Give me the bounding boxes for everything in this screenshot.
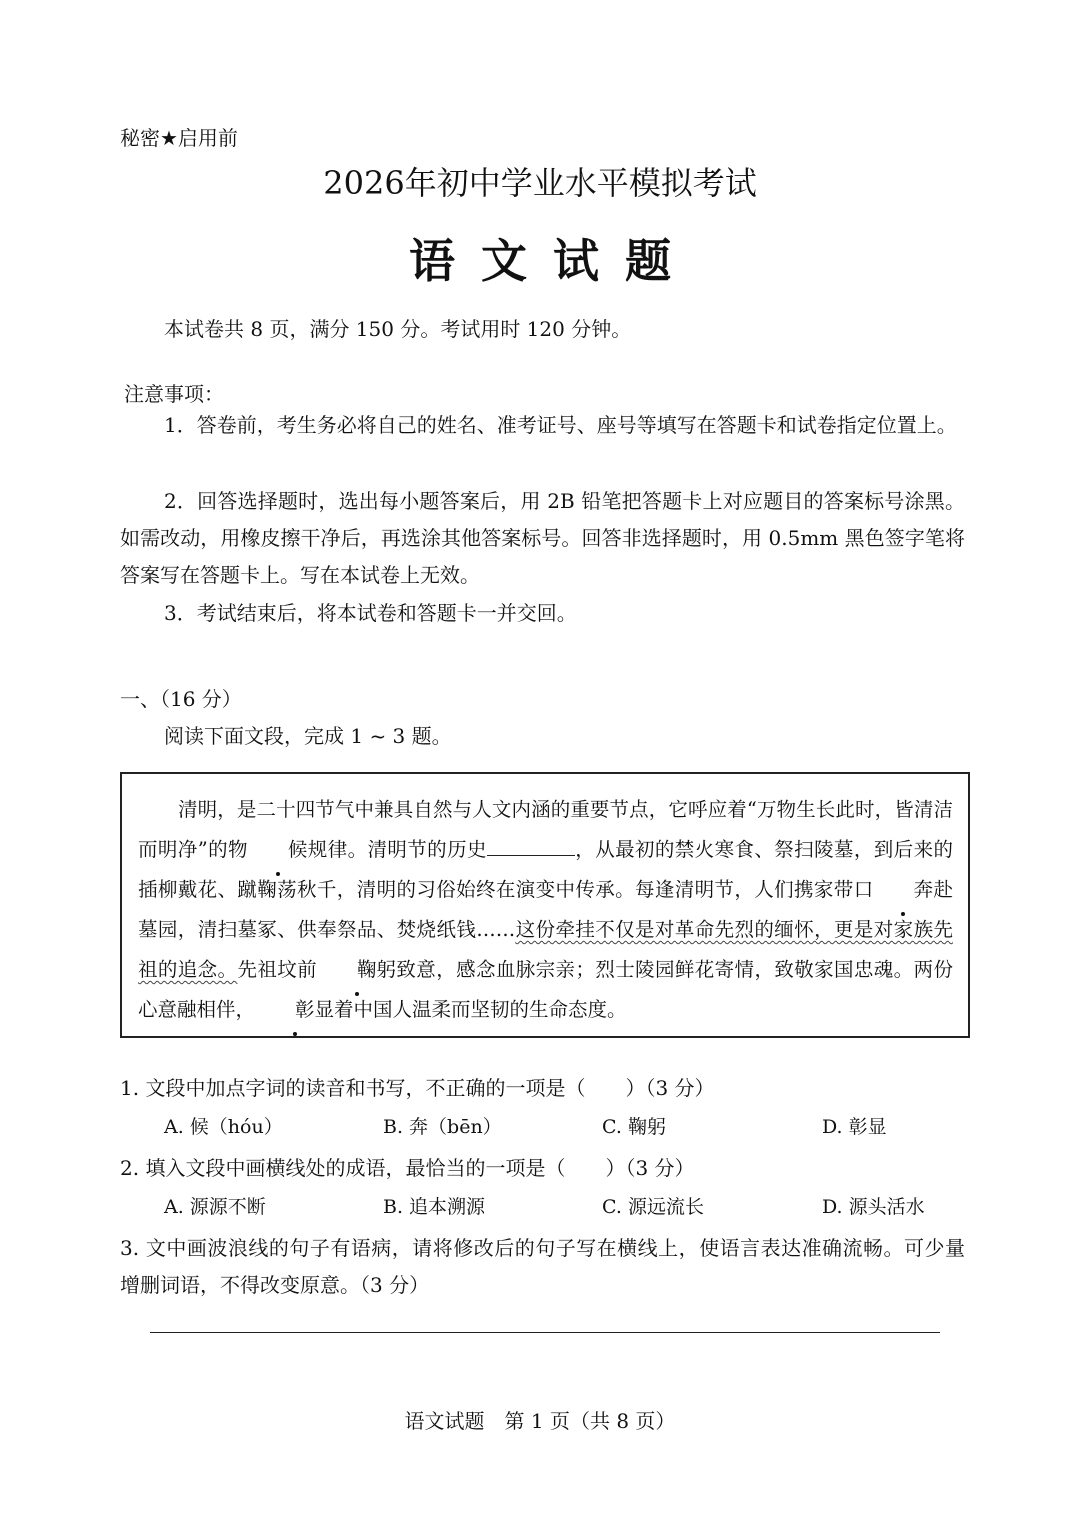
notice-item-2: 2．回答选择题时，选出每小题答案后，用 2B 铅笔把答题卡上对应题目的答案标号涂黑。如需改动，用橡皮擦干净后，再选涂其他答案标号。回答非选择题时，用 0.5mm 黑色签字笔将答案写在答题卡上。写在本试卷上无效。 [120,489,965,587]
q2-option-b: B. 追本溯源 [383,1196,486,1218]
dotted-char-ben: 奔 [874,870,934,910]
notice-heading: 注意事项： [124,382,224,406]
question-1-stem: 1. 文段中加点字词的读音和书写，不正确的一项是（ ）（3 分） [120,1076,715,1100]
dotted-char-hou: 候 [248,830,308,870]
answer-line [150,1332,940,1333]
q2-option-c: C. 源远流长 [602,1196,704,1218]
q1-option-d: D. 彰显 [822,1116,887,1138]
q2-option-d: D. 源头活水 [822,1196,925,1218]
q2-option-a: A. 源源不断 [164,1196,266,1218]
passage-text: 清明，是二十四节气中兼具自然与人文内涵的重要节点，它呼应着“万物生长此时，皆清洁而明净”的物 候规律。清明节的历史 ，从最初的禁火寒食、祭扫陵墓，到后来的插柳戴花、蹴鞠荡秋千，清明的习俗始终在演变中传承。每逢清明节，人们携家带口 奔赴墓园，清扫墓冢、供奉祭品、焚烧纸钱……这份牵挂不仅是对革命先烈的缅怀，更是对家族先祖的追念。先祖坟前 鞠躬致意，感念血脉宗亲；烈士陵园鲜花寄情，致敬家国忠魂。两份心意融相伴， 彰显着中国人温柔而坚韧的生命态度。 [138,790,953,1030]
section-instruction: 阅读下面文段，完成 1 ~ 3 题。 [164,724,452,748]
subject-title: 语文试题 [409,234,697,288]
q1-option-c: C. 鞠躬 [602,1116,666,1138]
question-3-stem: 3. 文中画波浪线的句子有语病，请将修改后的句子写在横线上，使语言表达准确流畅。可少量增删词语，不得改变原意。（3 分） [120,1236,965,1297]
fill-blank-line [487,837,575,856]
exam-title: 2026年初中学业水平模拟考试 [323,164,757,202]
q1-option-a: A. 候（hóu） [164,1116,283,1138]
notice-item-1: 1．答卷前，考生务必将自己的姓名、准考证号、座号等填写在答题卡和试卷指定位置上。 [164,413,957,437]
page-footer: 语文试题 第 1 页（共 8 页） [404,1409,676,1433]
dotted-word-zhangxian: 彰显 [255,990,334,1030]
exam-intro: 本试卷共 8 页，满分 150 分。考试用时 120 分钟。 [164,317,632,341]
q1-option-b: B. 奔（bēn） [383,1116,502,1138]
section-heading: 一、（16 分） [120,687,242,711]
confidential-label: 秘密★启用前 [120,126,238,150]
wavy-underlined-sentence: 这份牵挂不仅是对革命先烈的缅怀，更是对家族先祖的追念。 [138,918,953,981]
notice-item-3: 3．考试结束后，将本试卷和答题卡一并交回。 [164,601,577,625]
dotted-word-jugong: 鞠躬 [317,950,396,990]
question-2-stem: 2. 填入文段中画横线处的成语，最恰当的一项是（ ）（3 分） [120,1156,695,1180]
